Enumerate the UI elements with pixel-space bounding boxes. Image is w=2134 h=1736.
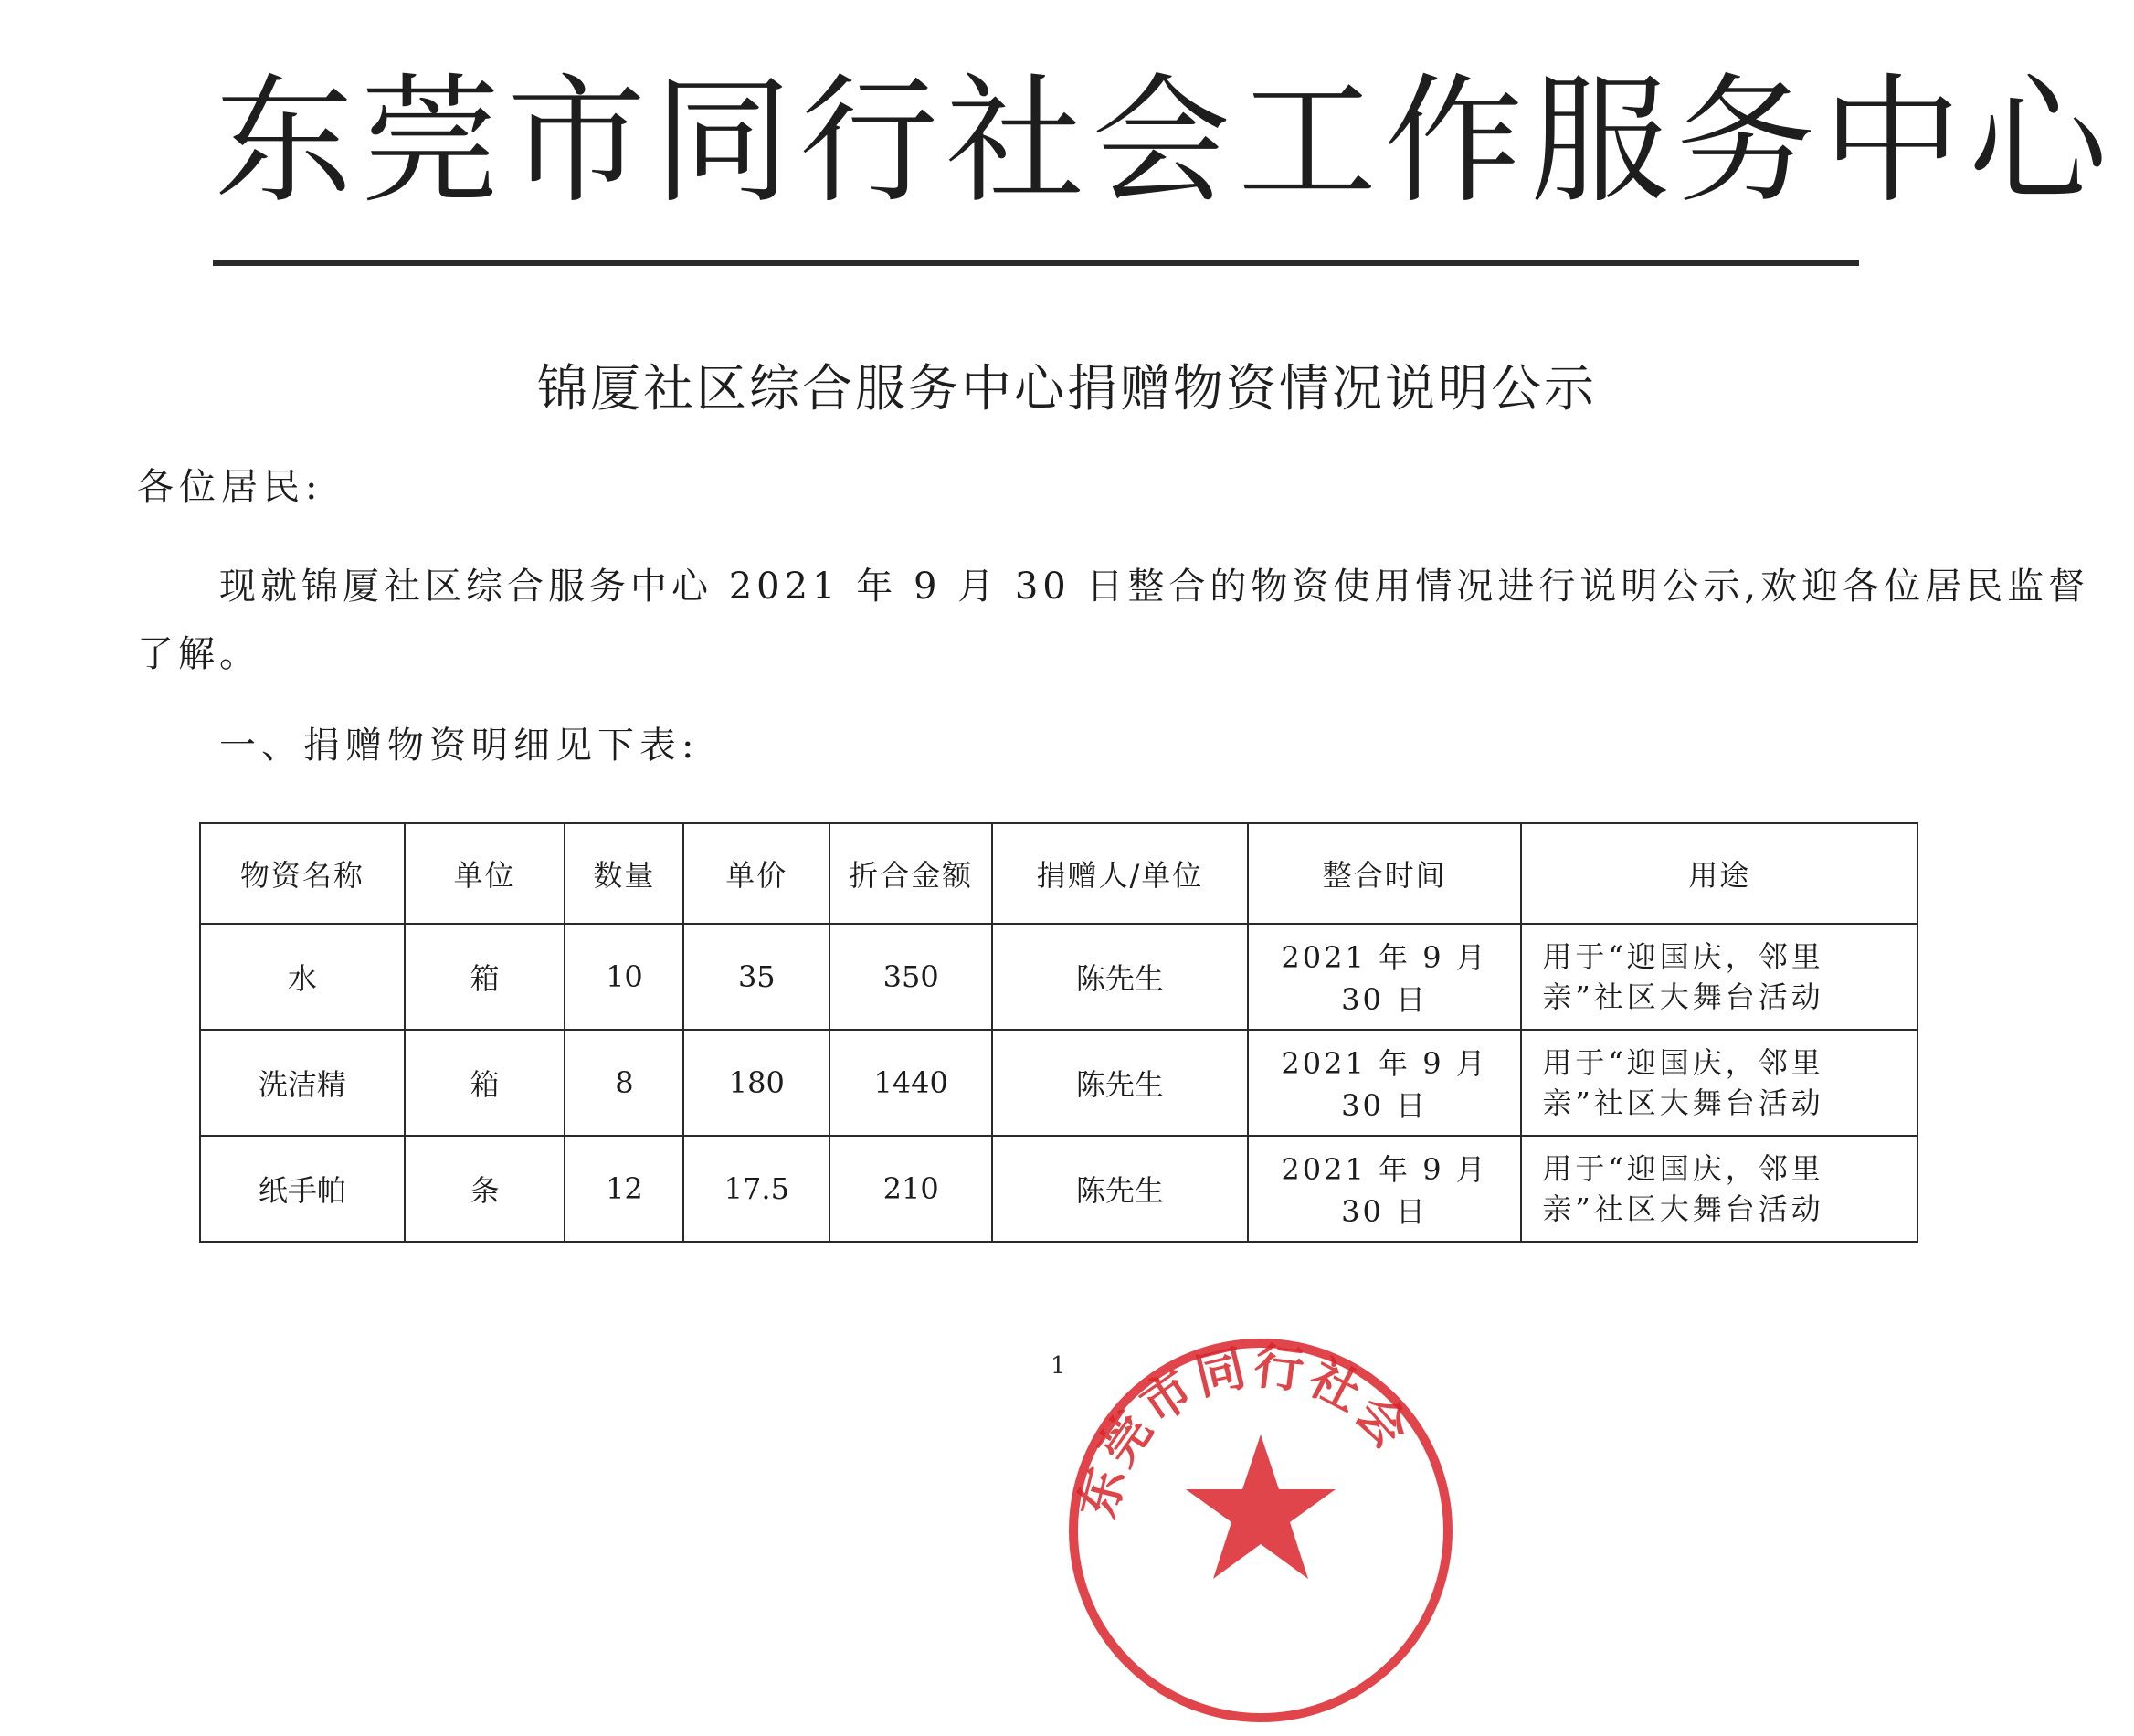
cell-amount: 210 [829, 1136, 992, 1242]
cell-unit: 条 [405, 1136, 565, 1242]
cell-purpose: 用于“迎国庆，邻里亲”社区大舞台活动 [1521, 1136, 1917, 1242]
organization-header: 东莞市同行社会工作服务中心 [215, 60, 2115, 222]
column-header-date: 整合时间 [1248, 823, 1522, 924]
cell-donor: 陈先生 [992, 924, 1248, 1030]
column-header-purpose: 用途 [1521, 823, 1917, 924]
table-row [200, 1030, 1917, 1136]
cell-quantity: 10 [565, 924, 683, 1030]
column-header-quantity: 数量 [565, 823, 683, 924]
column-header-donor: 捐赠人/单位 [992, 823, 1248, 924]
column-header-unit: 单位 [405, 823, 565, 924]
cell-unit: 箱 [405, 924, 565, 1030]
cell-quantity: 8 [565, 1030, 683, 1136]
column-header-amount: 折合金额 [829, 823, 992, 924]
salutation: 各位居民: [137, 466, 323, 508]
table-header-row [200, 823, 1917, 924]
cell-date: 2021 年 9 月 30 日 [1248, 924, 1522, 1030]
header-divider [213, 260, 1859, 266]
table-row [200, 924, 1917, 1030]
column-header-unit-price: 单价 [683, 823, 829, 924]
table-row [200, 1136, 1917, 1242]
cell-amount: 350 [829, 924, 992, 1030]
section-heading: 一、捐赠物资明细见下表: [219, 725, 700, 767]
star-icon [1186, 1434, 1336, 1579]
cell-name: 纸手帕 [200, 1136, 405, 1242]
document-title: 锦厦社区综合服务中心捐赠物资情况说明公示 [536, 359, 1597, 418]
cell-purpose: 用于“迎国庆，邻里亲”社区大舞台活动 [1521, 1030, 1917, 1136]
cell-quantity: 12 [565, 1136, 683, 1242]
cell-purpose: 用于“迎国庆，邻里亲”社区大舞台活动 [1521, 924, 1917, 1030]
intro-paragraph-line-1: 现就锦厦社区综合服务中心 2021 年 9 月 30 日整合的物资使用情况进行说明公示,欢迎各位居民监督 [219, 566, 2090, 608]
intro-paragraph-line-2: 了解。 [137, 633, 260, 675]
cell-unit-price: 17.5 [683, 1136, 829, 1242]
seal-text: 东莞市同行社会 [1067, 1336, 1423, 1524]
page-number: 1 [1051, 1352, 1066, 1380]
cell-name: 洗洁精 [200, 1030, 405, 1136]
official-seal [1051, 1316, 1471, 1736]
cell-name: 水 [200, 924, 405, 1030]
cell-date: 2021 年 9 月 30 日 [1248, 1136, 1522, 1242]
donation-table [199, 822, 1918, 1243]
cell-unit: 箱 [405, 1030, 565, 1136]
column-header-name: 物资名称 [200, 823, 405, 924]
cell-unit-price: 180 [683, 1030, 829, 1136]
cell-amount: 1440 [829, 1030, 992, 1136]
cell-donor: 陈先生 [992, 1030, 1248, 1136]
cell-date: 2021 年 9 月 30 日 [1248, 1030, 1522, 1136]
cell-unit-price: 35 [683, 924, 829, 1030]
cell-donor: 陈先生 [992, 1136, 1248, 1242]
